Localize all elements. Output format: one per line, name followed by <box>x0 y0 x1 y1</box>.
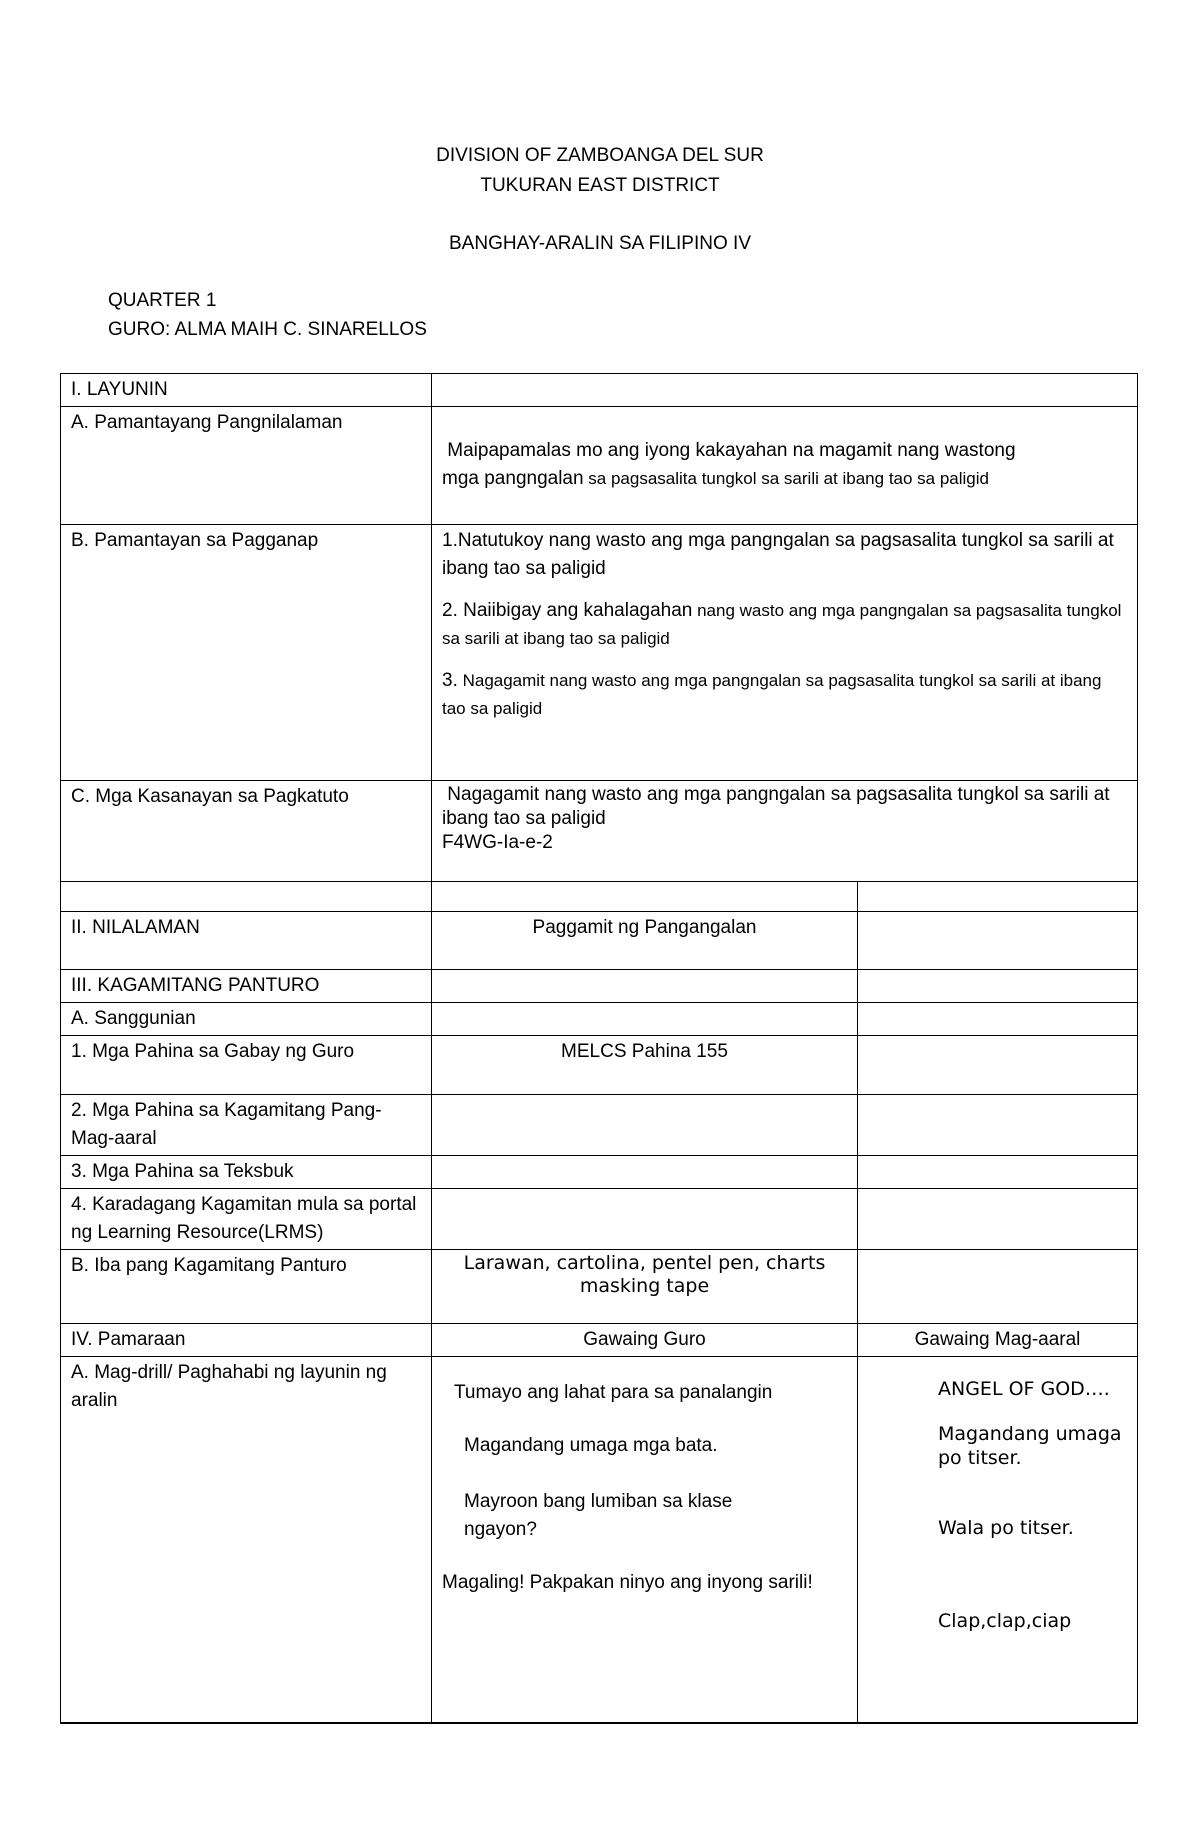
nilalaman-value: Paggamit ng Pangangalan <box>432 912 858 970</box>
table-row <box>61 1036 1138 1095</box>
iba-kagamitan-value: Larawan, cartolina, pentel pen, charts masking tape <box>432 1250 858 1324</box>
table-row <box>61 781 1138 882</box>
empty-cell <box>432 1095 858 1156</box>
mag-aaral-line: Magandang umaga po titser. <box>938 1423 1122 1469</box>
district-heading: TUKURAN EAST DISTRICT <box>480 175 720 196</box>
table-row <box>61 1095 1138 1156</box>
layunin-heading: I. LAYUNIN <box>61 374 432 407</box>
empty-cell <box>858 1036 1138 1095</box>
table-row <box>61 1003 1138 1036</box>
empty-cell <box>858 1250 1138 1324</box>
empty-cell <box>432 970 858 1003</box>
kasanayan-text: Nagagamit nang wasto ang mga pangngalan sa pagsasalita tungkol sa sarili at ibang tao sa paligid F4WG-Ia-e-2 <box>432 781 1138 882</box>
gawaing-guro-cell <box>432 1357 858 1723</box>
table-row <box>61 912 1138 970</box>
kasanayan-label: C. Mga Kasanayan sa Pagkatuto <box>61 781 432 882</box>
iba-kagamitan-label: B. Iba pang Kagamitang Panturo <box>61 1250 432 1324</box>
table-row <box>61 525 1138 781</box>
empty-cell <box>432 1003 858 1036</box>
empty-cell <box>858 882 1138 912</box>
empty-cell <box>858 1189 1138 1250</box>
empty-cell <box>858 1003 1138 1036</box>
kagamitan-heading: III. KAGAMITANG PANTURO <box>61 970 432 1003</box>
empty-cell <box>432 1156 858 1189</box>
pamantayan-pagganap-text: 1.Natutukoy nang wasto ang mga pangngalan sa pagsasalita tungkol sa sarili at ibang tao sa paligid 2. Naiibigay ang kahalagahan nang wasto ang mga pangngalan sa pagsasalita tungkol sa sarili at ibang tao sa paligid 3. Nagagamit nang wasto ang mga pangngalan sa pagsasalita tungkol sa sarili at ibang tao sa paligid <box>432 525 1138 781</box>
gawaing-mag-aaral-header: Gawaing Mag-aaral <box>858 1324 1138 1357</box>
pamantayan-pagganap-label: B. Pamantayan sa Pagganap <box>61 525 432 781</box>
empty-cell <box>858 912 1138 970</box>
table-row <box>61 1156 1138 1189</box>
teksbuk-label: 3. Mga Pahina sa Teksbuk <box>61 1156 432 1189</box>
guro-line: Tumayo ang lahat para sa panalangin <box>454 1382 773 1403</box>
kagamitang-mag-aaral-label: 2. Mga Pahina sa Kagamitang Pang-Mag-aaral <box>61 1095 432 1156</box>
guro-line: Mayroon bang lumiban sa klase ngayon? <box>464 1491 733 1540</box>
empty-cell <box>432 1189 858 1250</box>
table-row <box>61 1189 1138 1250</box>
mag-aaral-line: Wala po titser. <box>938 1517 1074 1539</box>
document-title: BANGHAY-ARALIN SA FILIPINO IV <box>449 233 751 254</box>
empty-cell <box>858 970 1138 1003</box>
table-row <box>61 1324 1138 1357</box>
lesson-plan-table <box>60 373 1138 1724</box>
table-row <box>61 407 1138 525</box>
empty-cell <box>61 882 432 912</box>
gawaing-guro-header: Gawaing Guro <box>432 1324 858 1357</box>
guro-line: Magandang umaga mga bata. <box>464 1435 718 1456</box>
pamaraan-heading: IV. Pamaraan <box>61 1324 432 1357</box>
pamantayang-pangnilalaman-label: A. Pamantayang Pangnilalaman <box>61 407 432 525</box>
teacher-label: GURO: ALMA MAIH C. SINARELLOS <box>108 319 427 340</box>
competency-code: F4WG-Ia-e-2 <box>442 832 553 853</box>
table-row <box>61 882 1138 912</box>
pamantayang-pangnilalaman-text: Maipapamalas mo ang iyong kakayahan na magamit nang wastong mga pangngalan sa pagsasalita tungkol sa sarili at ibang tao sa paligid <box>432 407 1138 525</box>
table-row <box>61 374 1138 407</box>
lrms-label: 4. Karadagang Kagamitan mula sa portal ng Learning Resource(LRMS) <box>61 1189 432 1250</box>
empty-cell <box>432 374 1138 407</box>
gawaing-mag-aaral-cell <box>858 1357 1138 1723</box>
quarter-label: QUARTER 1 <box>108 290 217 311</box>
table-row <box>61 1357 1138 1723</box>
nilalaman-label: II. NILALAMAN <box>61 912 432 970</box>
empty-cell <box>432 882 858 912</box>
mag-aaral-line: Clap,clap,ciap <box>938 1610 1072 1632</box>
gabay-guro-value: MELCS Pahina 155 <box>432 1036 858 1095</box>
mag-drill-label: A. Mag-drill/ Paghahabi ng layunin ng aralin <box>61 1357 432 1723</box>
mag-aaral-line: ANGEL OF GOD…. <box>938 1378 1110 1400</box>
gabay-guro-label: 1. Mga Pahina sa Gabay ng Guro <box>61 1036 432 1095</box>
table-row <box>61 1250 1138 1324</box>
table-row <box>61 970 1138 1003</box>
empty-cell <box>858 1156 1138 1189</box>
guro-line: Magaling! Pakpakan ninyo ang inyong sarili! <box>442 1572 813 1593</box>
sanggunian-label: A. Sanggunian <box>61 1003 432 1036</box>
empty-cell <box>858 1095 1138 1156</box>
division-heading: DIVISION OF ZAMBOANGA DEL SUR <box>436 145 764 166</box>
